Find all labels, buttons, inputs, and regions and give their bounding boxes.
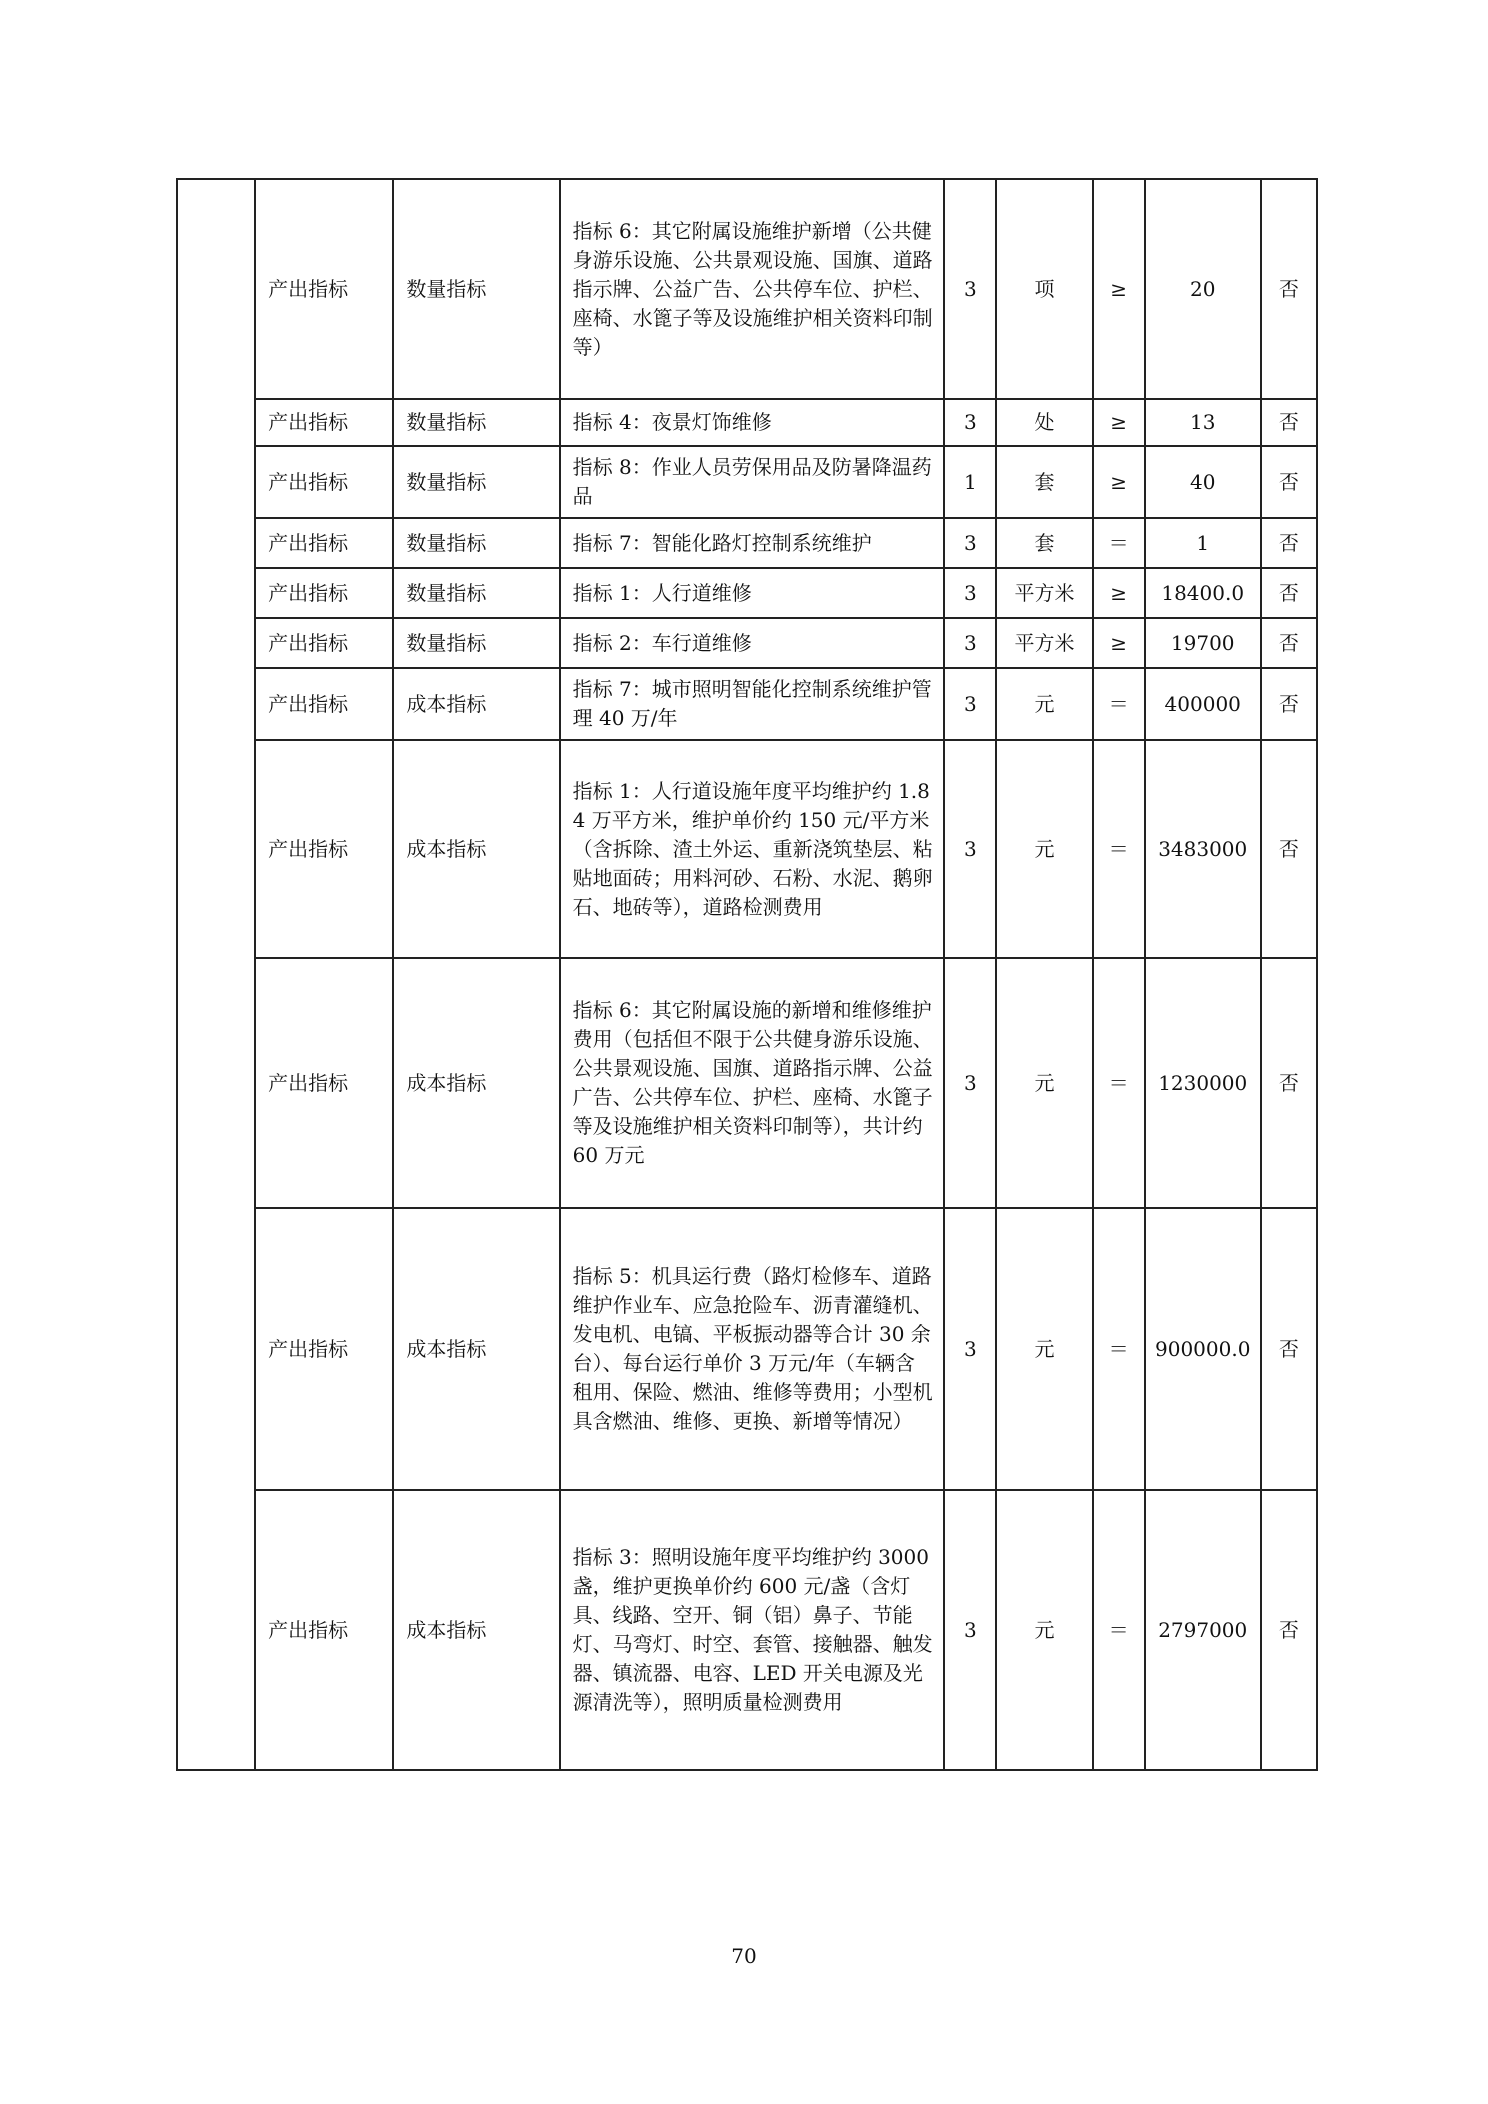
table-row: [177, 958, 1317, 1208]
unit-cell: 元: [996, 1208, 1092, 1490]
unit-cell: 套: [996, 518, 1092, 568]
table-row: [177, 1490, 1317, 1770]
negative-indicator-cell: 否: [1261, 740, 1317, 958]
weight-cell: 3: [944, 668, 996, 740]
target-value-cell: 18400.0: [1145, 568, 1261, 618]
negative-indicator-cell: 否: [1261, 1490, 1317, 1770]
category-blank-cell: [177, 179, 255, 1770]
table-row: [177, 399, 1317, 446]
level2-cell: 成本指标: [393, 1208, 559, 1490]
table-row: [177, 1208, 1317, 1490]
negative-indicator-cell: 否: [1261, 568, 1317, 618]
unit-cell: 处: [996, 399, 1092, 446]
indicator-name-cell: 指标 3：照明设施年度平均维护约 3000 盏，维护更换单价约 600 元/盏（含灯具、线路、空开、铜（铝）鼻子、节能灯、马弯灯、时空、套管、接触器、触发器、镇流器、电容、LED 开关电源及光源清洗等），照明质量检测费用: [560, 1490, 945, 1770]
level1-cell: 产出指标: [255, 446, 393, 518]
indicator-name-cell: 指标 6：其它附属设施维护新增（公共健身游乐设施、公共景观设施、国旗、道路指示牌、公益广告、公共停车位、护栏、座椅、水篦子等及设施维护相关资料印制等）: [560, 179, 945, 399]
target-value-cell: 3483000: [1145, 740, 1261, 958]
operator-cell: ＝: [1093, 1490, 1145, 1770]
level1-cell: 产出指标: [255, 958, 393, 1208]
weight-cell: 3: [944, 618, 996, 668]
negative-indicator-cell: 否: [1261, 399, 1317, 446]
negative-indicator-cell: 否: [1261, 668, 1317, 740]
table-row: [177, 518, 1317, 568]
indicator-name-cell: 指标 7：城市照明智能化控制系统维护管理 40 万/年: [560, 668, 945, 740]
operator-cell: ＝: [1093, 1208, 1145, 1490]
weight-cell: 1: [944, 446, 996, 518]
page-number: 70: [731, 1944, 757, 1968]
level2-cell: 成本指标: [393, 1490, 559, 1770]
table-row: [177, 740, 1317, 958]
indicator-name-cell: 指标 2：车行道维修: [560, 618, 945, 668]
unit-cell: 元: [996, 740, 1092, 958]
performance-indicator-table: [176, 178, 1318, 1771]
indicator-name-cell: 指标 7：智能化路灯控制系统维护: [560, 518, 945, 568]
unit-cell: 元: [996, 1490, 1092, 1770]
weight-cell: 3: [944, 399, 996, 446]
negative-indicator-cell: 否: [1261, 958, 1317, 1208]
indicator-name-cell: 指标 1：人行道设施年度平均维护约 1.84 万平方米，维护单价约 150 元/平方米（含拆除、渣土外运、重新浇筑垫层、粘贴地面砖；用料河砂、石粉、水泥、鹅卵石、地砖等），道路检测费用: [560, 740, 945, 958]
level2-cell: 数量指标: [393, 446, 559, 518]
table-row: [177, 668, 1317, 740]
level1-cell: 产出指标: [255, 1490, 393, 1770]
level2-cell: 成本指标: [393, 668, 559, 740]
table-row: [177, 618, 1317, 668]
level1-cell: 产出指标: [255, 179, 393, 399]
level1-cell: 产出指标: [255, 618, 393, 668]
level2-cell: 成本指标: [393, 740, 559, 958]
operator-cell: ≥: [1093, 446, 1145, 518]
negative-indicator-cell: 否: [1261, 1208, 1317, 1490]
target-value-cell: 13: [1145, 399, 1261, 446]
weight-cell: 3: [944, 1490, 996, 1770]
weight-cell: 3: [944, 568, 996, 618]
operator-cell: ＝: [1093, 668, 1145, 740]
indicator-name-cell: 指标 8：作业人员劳保用品及防暑降温药品: [560, 446, 945, 518]
target-value-cell: 1: [1145, 518, 1261, 568]
table-row: [177, 446, 1317, 518]
unit-cell: 套: [996, 446, 1092, 518]
operator-cell: ＝: [1093, 740, 1145, 958]
level1-cell: 产出指标: [255, 1208, 393, 1490]
operator-cell: ＝: [1093, 518, 1145, 568]
unit-cell: 平方米: [996, 618, 1092, 668]
weight-cell: 3: [944, 958, 996, 1208]
target-value-cell: 19700: [1145, 618, 1261, 668]
unit-cell: 项: [996, 179, 1092, 399]
level2-cell: 数量指标: [393, 568, 559, 618]
target-value-cell: 20: [1145, 179, 1261, 399]
target-value-cell: 40: [1145, 446, 1261, 518]
target-value-cell: 900000.0: [1145, 1208, 1261, 1490]
target-value-cell: 2797000: [1145, 1490, 1261, 1770]
unit-cell: 平方米: [996, 568, 1092, 618]
table-row: [177, 179, 1317, 399]
table-row: [177, 568, 1317, 618]
operator-cell: ≥: [1093, 179, 1145, 399]
unit-cell: 元: [996, 668, 1092, 740]
level1-cell: 产出指标: [255, 740, 393, 958]
level2-cell: 数量指标: [393, 518, 559, 568]
negative-indicator-cell: 否: [1261, 518, 1317, 568]
target-value-cell: 400000: [1145, 668, 1261, 740]
negative-indicator-cell: 否: [1261, 446, 1317, 518]
level2-cell: 数量指标: [393, 399, 559, 446]
weight-cell: 3: [944, 1208, 996, 1490]
indicator-name-cell: 指标 4：夜景灯饰维修: [560, 399, 945, 446]
negative-indicator-cell: 否: [1261, 618, 1317, 668]
operator-cell: ≥: [1093, 568, 1145, 618]
weight-cell: 3: [944, 518, 996, 568]
indicator-name-cell: 指标 6：其它附属设施的新增和维修维护费用（包括但不限于公共健身游乐设施、公共景观设施、国旗、道路指示牌、公益广告、公共停车位、护栏、座椅、水篦子等及设施维护相关资料印制等），共计约 60 万元: [560, 958, 945, 1208]
indicator-name-cell: 指标 5：机具运行费（路灯检修车、道路维护作业车、应急抢险车、沥青灌缝机、发电机、电镐、平板振动器等合计 30 余台）、每台运行单价 3 万元/年（车辆含租用、保险、燃油、维修等费用；小型机具含燃油、维修、更换、新增等情况）: [560, 1208, 945, 1490]
target-value-cell: 1230000: [1145, 958, 1261, 1208]
weight-cell: 3: [944, 179, 996, 399]
table-body: [177, 179, 1317, 1770]
level1-cell: 产出指标: [255, 668, 393, 740]
weight-cell: 3: [944, 740, 996, 958]
indicator-name-cell: 指标 1：人行道维修: [560, 568, 945, 618]
level1-cell: 产出指标: [255, 399, 393, 446]
level2-cell: 数量指标: [393, 618, 559, 668]
negative-indicator-cell: 否: [1261, 179, 1317, 399]
operator-cell: ≥: [1093, 399, 1145, 446]
level1-cell: 产出指标: [255, 518, 393, 568]
level2-cell: 数量指标: [393, 179, 559, 399]
unit-cell: 元: [996, 958, 1092, 1208]
operator-cell: ＝: [1093, 958, 1145, 1208]
level1-cell: 产出指标: [255, 568, 393, 618]
operator-cell: ≥: [1093, 618, 1145, 668]
level2-cell: 成本指标: [393, 958, 559, 1208]
